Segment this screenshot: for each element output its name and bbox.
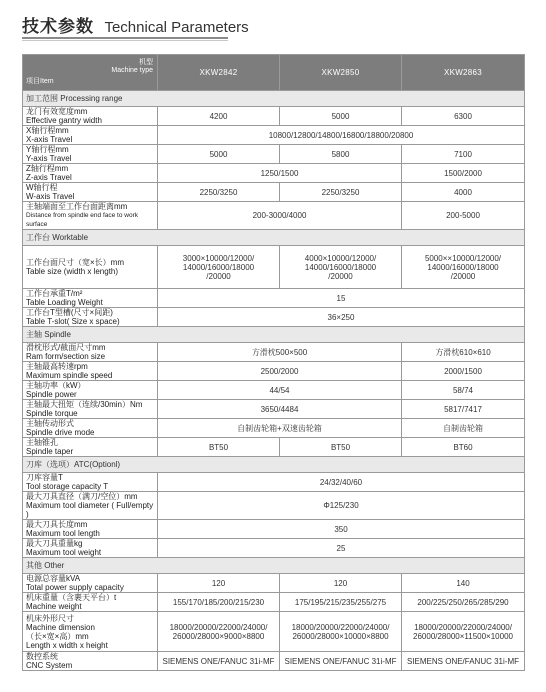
spec-row: [23, 362, 525, 381]
label-cn: 主轴传动形式: [26, 419, 74, 428]
label-cn: Z轴行程mm: [26, 164, 69, 173]
spec-value: 10800/12800/14800/16800/18800/20800: [158, 126, 525, 145]
spec-value: 200-5000: [402, 202, 525, 230]
spec-value: 5000: [158, 145, 280, 164]
spec-label: [23, 145, 158, 164]
spec-value: 200-3000/4000: [158, 202, 402, 230]
label-en: Maximum tool weight: [26, 548, 102, 557]
model-name: XKW2850: [280, 55, 402, 91]
spec-row: [23, 343, 525, 362]
spec-value: 4000×10000/12000/ 14000/16000/18000 /20000: [280, 246, 402, 289]
label-cn: 最大刀具直径（满刀/空位）mm: [26, 492, 138, 501]
spec-label: [23, 164, 158, 183]
spec-row: [23, 520, 525, 539]
spec-value: 140: [402, 574, 525, 593]
label-en: Ram form/section size: [26, 352, 106, 361]
spec-value: 200/225/250/265/285/290: [402, 593, 525, 612]
spec-row: [23, 145, 525, 164]
label-en: W-axis Travel: [26, 192, 75, 201]
spec-value: 4200: [158, 107, 280, 126]
label-cn: （长×宽×高）mm: [26, 631, 89, 641]
section-title: 其他 Other: [23, 558, 525, 574]
spec-row: [23, 593, 525, 612]
label-cn: 最大刀具长度mm: [26, 520, 88, 529]
label-cn: 工作台面尺寸（宽×长）mm: [26, 258, 124, 267]
spec-row: [23, 612, 525, 652]
label-en: Table T-slot( Size x space): [26, 317, 120, 326]
spec-label: [23, 381, 158, 400]
spec-value: 1250/1500: [158, 164, 402, 183]
spec-value: 1500/2000: [402, 164, 525, 183]
spec-value: 自制齿轮箱: [402, 419, 525, 438]
spec-value: 2250/3250: [280, 183, 402, 202]
spec-value: 36×250: [158, 308, 525, 327]
section-row: [23, 230, 525, 246]
spec-label: [23, 520, 158, 539]
spec-label: [23, 362, 158, 381]
label-en: Maximum spindle speed: [26, 371, 113, 380]
label-cn: 电源总容量kVA: [26, 574, 81, 583]
spec-row: [23, 652, 525, 671]
spec-value: 15: [158, 289, 525, 308]
spec-label: [23, 593, 158, 612]
model-name: XKW2842: [158, 55, 280, 91]
spec-value: 350: [158, 520, 525, 539]
spec-label: [23, 419, 158, 438]
label-cn: 滑枕形式/截面尺寸mm: [26, 343, 106, 352]
label-cn: 主轴最大扭矩（连续/30min）Nm: [26, 400, 143, 409]
spec-value: 方滑枕500×500: [158, 343, 402, 362]
title-cn: 技术参数: [22, 17, 94, 36]
spec-value: BT60: [402, 438, 525, 457]
label-cn: 工作台T型槽(尺寸×间距): [26, 308, 113, 317]
spec-row: [23, 492, 525, 520]
spec-value: 2250/3250: [158, 183, 280, 202]
label-en: Length x width x height: [26, 640, 108, 650]
spec-value: 155/170/185/200/215/230: [158, 593, 280, 612]
label-cn: Y轴行程mm: [26, 145, 69, 154]
spec-value: BT50: [158, 438, 280, 457]
spec-value: 24/32/40/60: [158, 473, 525, 492]
spec-value: 25: [158, 539, 525, 558]
label-cn: 机床重量（含裹天平台）t: [26, 593, 117, 602]
spec-row: [23, 419, 525, 438]
spec-value: 2000/1500: [402, 362, 525, 381]
spec-value: 7100: [402, 145, 525, 164]
page-title: [22, 12, 249, 34]
spec-value: 方滑枕610×610: [402, 343, 525, 362]
section-title: 刀库（选项）ATC(Optionl): [23, 457, 525, 473]
title-en: Technical Parameters: [104, 19, 249, 36]
spec-label: [23, 400, 158, 419]
spec-row: [23, 381, 525, 400]
spec-value: SIEMENS ONE/FANUC 31i-MF: [158, 652, 280, 671]
spec-row: [23, 308, 525, 327]
label-cn: 龙门有效宽度mm: [26, 107, 88, 116]
label-en: Spindle taper: [26, 447, 74, 456]
label-en: Effective gantry width: [26, 116, 102, 125]
label-cn: 最大刀具重量kg: [26, 539, 83, 548]
label-en: Spindle drive mode: [26, 428, 95, 437]
section-title: 主轴 Spindle: [23, 327, 525, 343]
label-en: Machine weight: [26, 602, 82, 611]
label-cn: 刀库容量T: [26, 473, 63, 482]
spec-row: [23, 574, 525, 593]
title-underline: [22, 37, 228, 39]
section-title: 加工范围 Processing range: [23, 91, 525, 107]
label-en: Table Loading Weight: [26, 298, 103, 307]
spec-row: [23, 473, 525, 492]
label-en: Total power supply capacity: [26, 583, 124, 592]
spec-label: [23, 107, 158, 126]
section-row: [23, 558, 525, 574]
spec-value: SIEMENS ONE/FANUC 31i-MF: [280, 652, 402, 671]
spec-table: [22, 54, 525, 671]
spec-value: BT50: [280, 438, 402, 457]
spec-label: [23, 246, 158, 289]
label-cn: W轴行程: [26, 183, 58, 192]
model-label: 机型 Machine type: [111, 59, 153, 74]
spec-label: [23, 652, 158, 671]
spec-value: 5817/7417: [402, 400, 525, 419]
spec-row: [23, 202, 525, 230]
label-en: Maximum tool diameter ( Full/empty ): [26, 501, 154, 519]
spec-row: [23, 246, 525, 289]
label-en: Table size (width x length): [26, 267, 119, 276]
section-row: [23, 457, 525, 473]
spec-value: SIEMENS ONE/FANUC 31i-MF: [402, 652, 525, 671]
spec-value: 3650/4484: [158, 400, 402, 419]
spec-value: 自制齿轮箱+双速齿轮箱: [158, 419, 402, 438]
spec-value: 18000/20000/22000/24000/ 26000/28000×10000×8800: [280, 612, 402, 652]
label-cn: 主轴锥孔: [26, 438, 58, 447]
spec-label: [23, 289, 158, 308]
spec-value: 58/74: [402, 381, 525, 400]
header-corner: [23, 55, 158, 91]
spec-label: [23, 343, 158, 362]
label-en: Tool storage capacity T: [26, 482, 109, 491]
spec-value: 18000/20000/22000/24000/ 26000/28000×11500×10000: [402, 612, 525, 652]
label-cn: 工作台承重T/m²: [26, 289, 83, 298]
spec-label: [23, 539, 158, 558]
section-row: [23, 91, 525, 107]
spec-value: 18000/20000/22000/24000/ 26000/28000×9000×8800: [158, 612, 280, 652]
spec-value: 120: [280, 574, 402, 593]
label-en: Distance from spindle end face to work surface: [26, 212, 138, 228]
spec-value: 44/54: [158, 381, 402, 400]
title-underline-thin: [22, 40, 228, 41]
spec-value: 175/195/215/235/255/275: [280, 593, 402, 612]
spec-value: 5800: [280, 145, 402, 164]
spec-label: [23, 438, 158, 457]
label-cn: 数控系统: [26, 652, 58, 661]
spec-value: 5000: [280, 107, 402, 126]
spec-row: [23, 400, 525, 419]
spec-row: [23, 539, 525, 558]
spec-row: [23, 107, 525, 126]
spec-label: [23, 308, 158, 327]
label-cn: 主轴功率（kW）: [26, 381, 86, 390]
spec-value: 5000××10000/12000/ 14000/16000/18000 /20000: [402, 246, 525, 289]
model-name: XKW2863: [402, 55, 525, 91]
label-en: Z-axis Travel: [26, 173, 72, 182]
label-en: Maximum tool length: [26, 529, 100, 538]
spec-value: Φ125/230: [158, 492, 525, 520]
spec-row: [23, 164, 525, 183]
label-en: Spindle power: [26, 390, 77, 399]
label-en: Spindle torque: [26, 409, 78, 418]
spec-value: 4000: [402, 183, 525, 202]
spec-label: [23, 473, 158, 492]
spec-label: [23, 574, 158, 593]
section-title: 工作台 Worktable: [23, 230, 525, 246]
label-en: Machine dimension: [26, 622, 95, 632]
header-row: [23, 55, 525, 91]
spec-label: [23, 612, 158, 652]
label-cn: 主轴端面至工作台面距离mm: [26, 202, 128, 211]
section-row: [23, 327, 525, 343]
spec-label: [23, 492, 158, 520]
label-cn: X轴行程mm: [26, 126, 69, 135]
spec-row: [23, 183, 525, 202]
spec-row: [23, 126, 525, 145]
spec-label: [23, 183, 158, 202]
spec-row: [23, 438, 525, 457]
label-cn: 主轴最高转速rpm: [26, 362, 88, 371]
label-cn: 机床外形尺寸: [26, 613, 74, 623]
spec-row: [23, 289, 525, 308]
spec-label: [23, 202, 158, 230]
label-en: X-axis Travel: [26, 135, 73, 144]
spec-label: [23, 126, 158, 145]
spec-value: 3000×10000/12000/ 14000/16000/18000 /20000: [158, 246, 280, 289]
label-en: Y-axis Travel: [26, 154, 72, 163]
label-en: CNC System: [26, 661, 73, 670]
spec-value: 2500/2000: [158, 362, 402, 381]
item-label: 项目Item: [26, 78, 54, 85]
spec-value: 6300: [402, 107, 525, 126]
spec-value: 120: [158, 574, 280, 593]
